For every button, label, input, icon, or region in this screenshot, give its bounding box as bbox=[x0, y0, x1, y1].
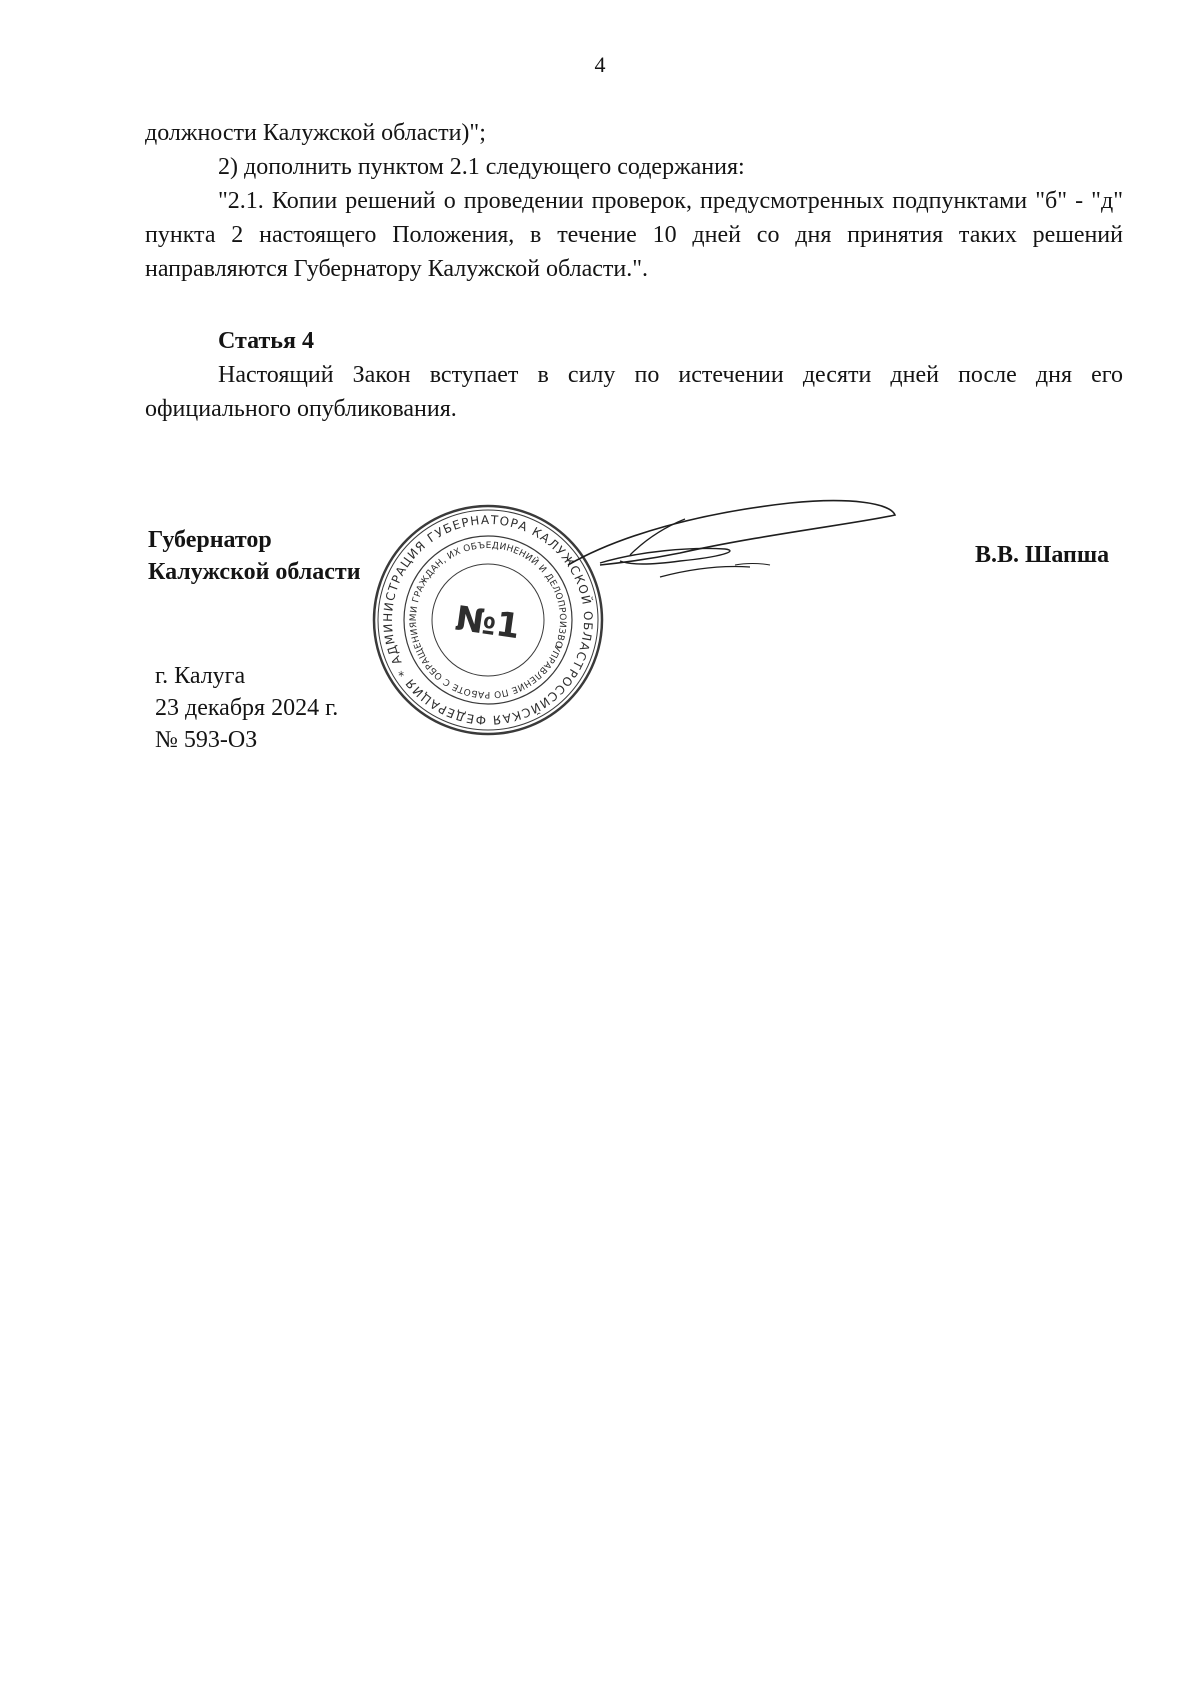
city: г. Калуга bbox=[155, 663, 246, 689]
page-number: 4 bbox=[594, 52, 606, 77]
governor-title bbox=[148, 524, 361, 588]
law-number: № 593-ОЗ bbox=[155, 727, 258, 753]
seal-inner-text: УПРАВЛЕНИЕ ПО РАБОТЕ С ОБРАЩЕНИЯМИ ГРАЖДАН, ИХ ОБЪЕДИНЕНИЙ И ДЕЛОПРОИЗВОДСТВУ bbox=[408, 540, 568, 700]
governor-title-line2: Калужской области bbox=[148, 559, 361, 585]
governor-name: В.В. Шапша bbox=[975, 542, 1110, 568]
seal-outer-text: РОССИЙСКАЯ ФЕДЕРАЦИЯ * АДМИНИСТРАЦИЯ ГУБЕРНАТОРА КАЛУЖСКОЙ ОБЛАСТИ bbox=[380, 512, 596, 728]
law-date: 23 декабря 2024 г. bbox=[155, 695, 339, 721]
paragraph-continuation: должности Калужской области)"; bbox=[145, 120, 486, 146]
paragraph-quoted-clause: "2.1. Копии решений о проведении проверок, предусмотренных подпунктами "б" - "д" пункта 2 настоящего Положения, в течение 10 дней со дня принятия таких решений направляются Губернатору Калужской области.". bbox=[145, 188, 1123, 282]
handwritten-signature-icon bbox=[560, 495, 900, 605]
paragraph-item-2: 2) дополнить пунктом 2.1 следующего содержания: bbox=[218, 154, 745, 180]
seal-center-number: №1 bbox=[452, 598, 523, 648]
governor-title-line1: Губернатор bbox=[148, 527, 272, 553]
article-heading: Статья 4 bbox=[218, 328, 314, 354]
paragraph-article-4: Настоящий Закон вступает в силу по истечении десяти дней после дня его официального опубликования. bbox=[145, 362, 1123, 422]
place-date-block bbox=[155, 660, 338, 756]
